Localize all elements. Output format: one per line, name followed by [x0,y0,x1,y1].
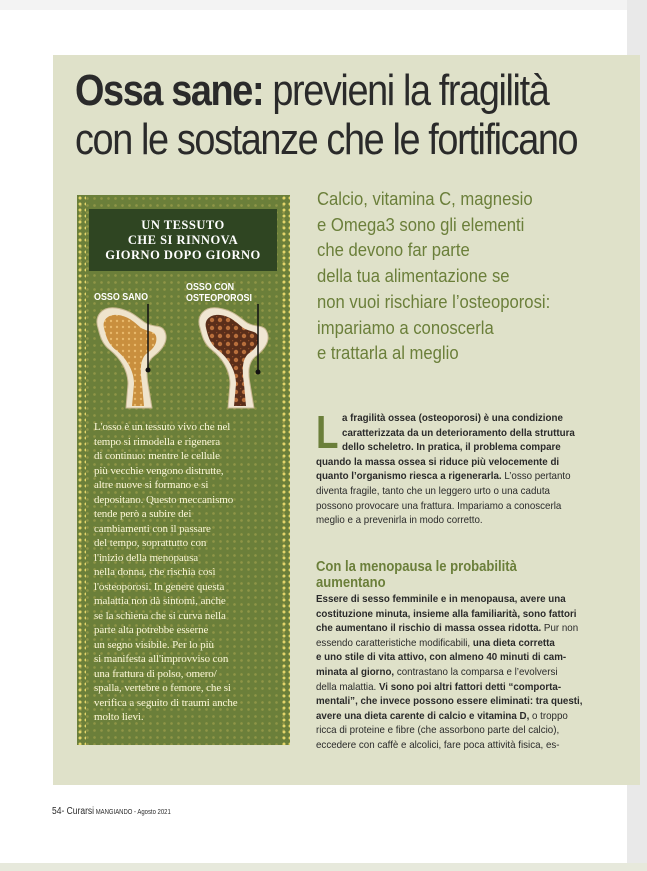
box-header-line: UN TESSUTO [141,217,225,232]
dotted-border-left [77,195,86,745]
footer-separator: - [61,806,67,817]
box-text-line: si manifesta all'improvviso con [94,653,229,665]
box-text-line: l'osteoporosi. In genere questa [94,580,225,593]
box-text-line: altre nuove si formano e si [94,479,209,491]
osteoporosis-bone-illustration [192,300,292,410]
box-text-line: tende però a subire dei [94,508,192,520]
box-text-line: del tempo, soprattutto con [94,537,207,549]
page-footer [52,806,171,817]
box-text-line: spalla, vertebre o femore, che si [94,682,231,694]
box-text-line: più vecchie vengono distrutte, [94,464,224,477]
title-bold-part: Ossa sane: [75,66,264,115]
lead-line: Calcio, vitamina C, magnesio [317,188,533,209]
body-line: minata al giorno, contrastano la comparsa e l’evolversi [316,665,558,678]
box-text-line: nella donna, che rischia così [94,566,216,578]
box-text-line: tempo si rimodella e rigenera [94,435,220,448]
body-line: Essere di sesso femminile e in menopausa, avere una [316,593,566,605]
page-top-shadow [0,0,647,10]
body-line: diventa fragile, tanto che un leggero urto o una caduta [316,484,550,497]
body-line: quando la massa ossea si riduce più velocemente di [316,455,560,468]
intro-body-text [316,406,621,528]
body-line: ricca di proteine e fibre (che assorbono parte del calcio), [316,724,560,737]
label-osteoporosis-bone-1: OSSO CON [186,281,235,293]
lead-line: e trattarla al meglio [317,342,459,364]
page-number: 54 [52,806,62,817]
box-text-line: l'inizio della menopausa [94,551,199,564]
issue-date: - Agosto 2021 [132,809,171,816]
title-line2: con le sostanze che le fortificano [75,115,578,164]
body-line: meglio e a prevenirla in modo corretto. [316,514,483,527]
body-line: che aumentano il rischio di massa ossea ridotta. Pur non [316,622,579,635]
body-line: della malattia. Vi sono poi altri fattori detti “comporta- [316,680,562,693]
box-header-line: CHE SI RINNOVA [127,232,239,247]
box-text-line: malattia non dà sintomi, anche [94,595,226,607]
body-line: e uno stile di vita attivo, con almeno 40 minuti di cam- [316,651,567,664]
box-text-line: un segno visibile. Per lo più [94,638,214,651]
magazine-brand: Curarsi [66,806,95,817]
box-text-line: molto lievi. [94,711,144,723]
sidebar-box-text [94,420,284,725]
next-page-edge [0,863,647,871]
box-text-line: parte alta potrebbe esserne [94,624,209,636]
body-line: caratterizzata da un deterioramento della struttura [342,426,575,439]
subhead-line: Con la menopausa le probabilità [316,559,517,575]
box-text-line: di continuo: mentre le cellule [94,450,220,462]
title-line1-rest: previeni la fragilità [263,66,549,115]
box-header-line: GIORNO DOPO GIORNO [105,247,261,262]
body-line: mentali”, che invece possono essere eliminati: tra questi, [316,695,583,708]
drop-cap: L [316,406,339,458]
body-line: dello scheletro. In pratica, il problema compare [342,441,561,454]
box-text-line: cambiamenti con il passare [94,522,211,535]
lead-line: e Omega3 sono gli elementi [317,213,525,235]
lead-paragraph [317,186,587,366]
body-line: possono provocare una frattura. Impariamo a conoscerla [316,499,562,512]
healthy-bone-illustration [90,300,190,410]
lead-line: che devono far parte [317,239,470,261]
subhead-line: aumentano [316,574,386,591]
lead-line: impariamo a conoscerla [317,316,494,338]
article-title [75,66,578,164]
sidebar-box-header [89,209,277,271]
label-healthy-bone: OSSO SANO [94,291,149,303]
lead-line: non vuoi rischiare l’osteoporosi: [317,290,551,312]
section-subheading [316,560,591,591]
magazine-brand-sub: MANGIANDO [94,809,133,816]
body-line: essendo caratteristiche modificabili, una dieta corretta [316,636,555,649]
box-text-line: L'osso è un tessuto vivo che nel [94,421,231,433]
lead-line: della tua alimentazione se [317,265,510,287]
box-text-line: se la schiena che si curva nella [94,609,226,622]
label-osteoporosis-bone-2: OSTEOPOROSI [186,292,252,304]
body-line: eccedere con caffè e alcolici, fare poca attività fisica, es- [316,738,560,751]
body-line: quanto l’organismo riesca a rigenerarla. L’osso pertanto [316,470,571,483]
box-text-line: una frattura di polso, omero/ [94,667,217,680]
body-line: a fragilità ossea (osteoporosi) è una condizione [342,412,563,424]
section-body-text [316,592,621,753]
box-text-line: depositano. Questo meccanismo [94,493,234,506]
body-line: avere una dieta carente di calcio e vitamina D, o troppo [316,709,568,722]
body-line: costituzione minuta, insieme alla familiarità, sono fattori [316,607,577,620]
box-text-line: verifica a seguito di traumi anche [94,696,238,709]
